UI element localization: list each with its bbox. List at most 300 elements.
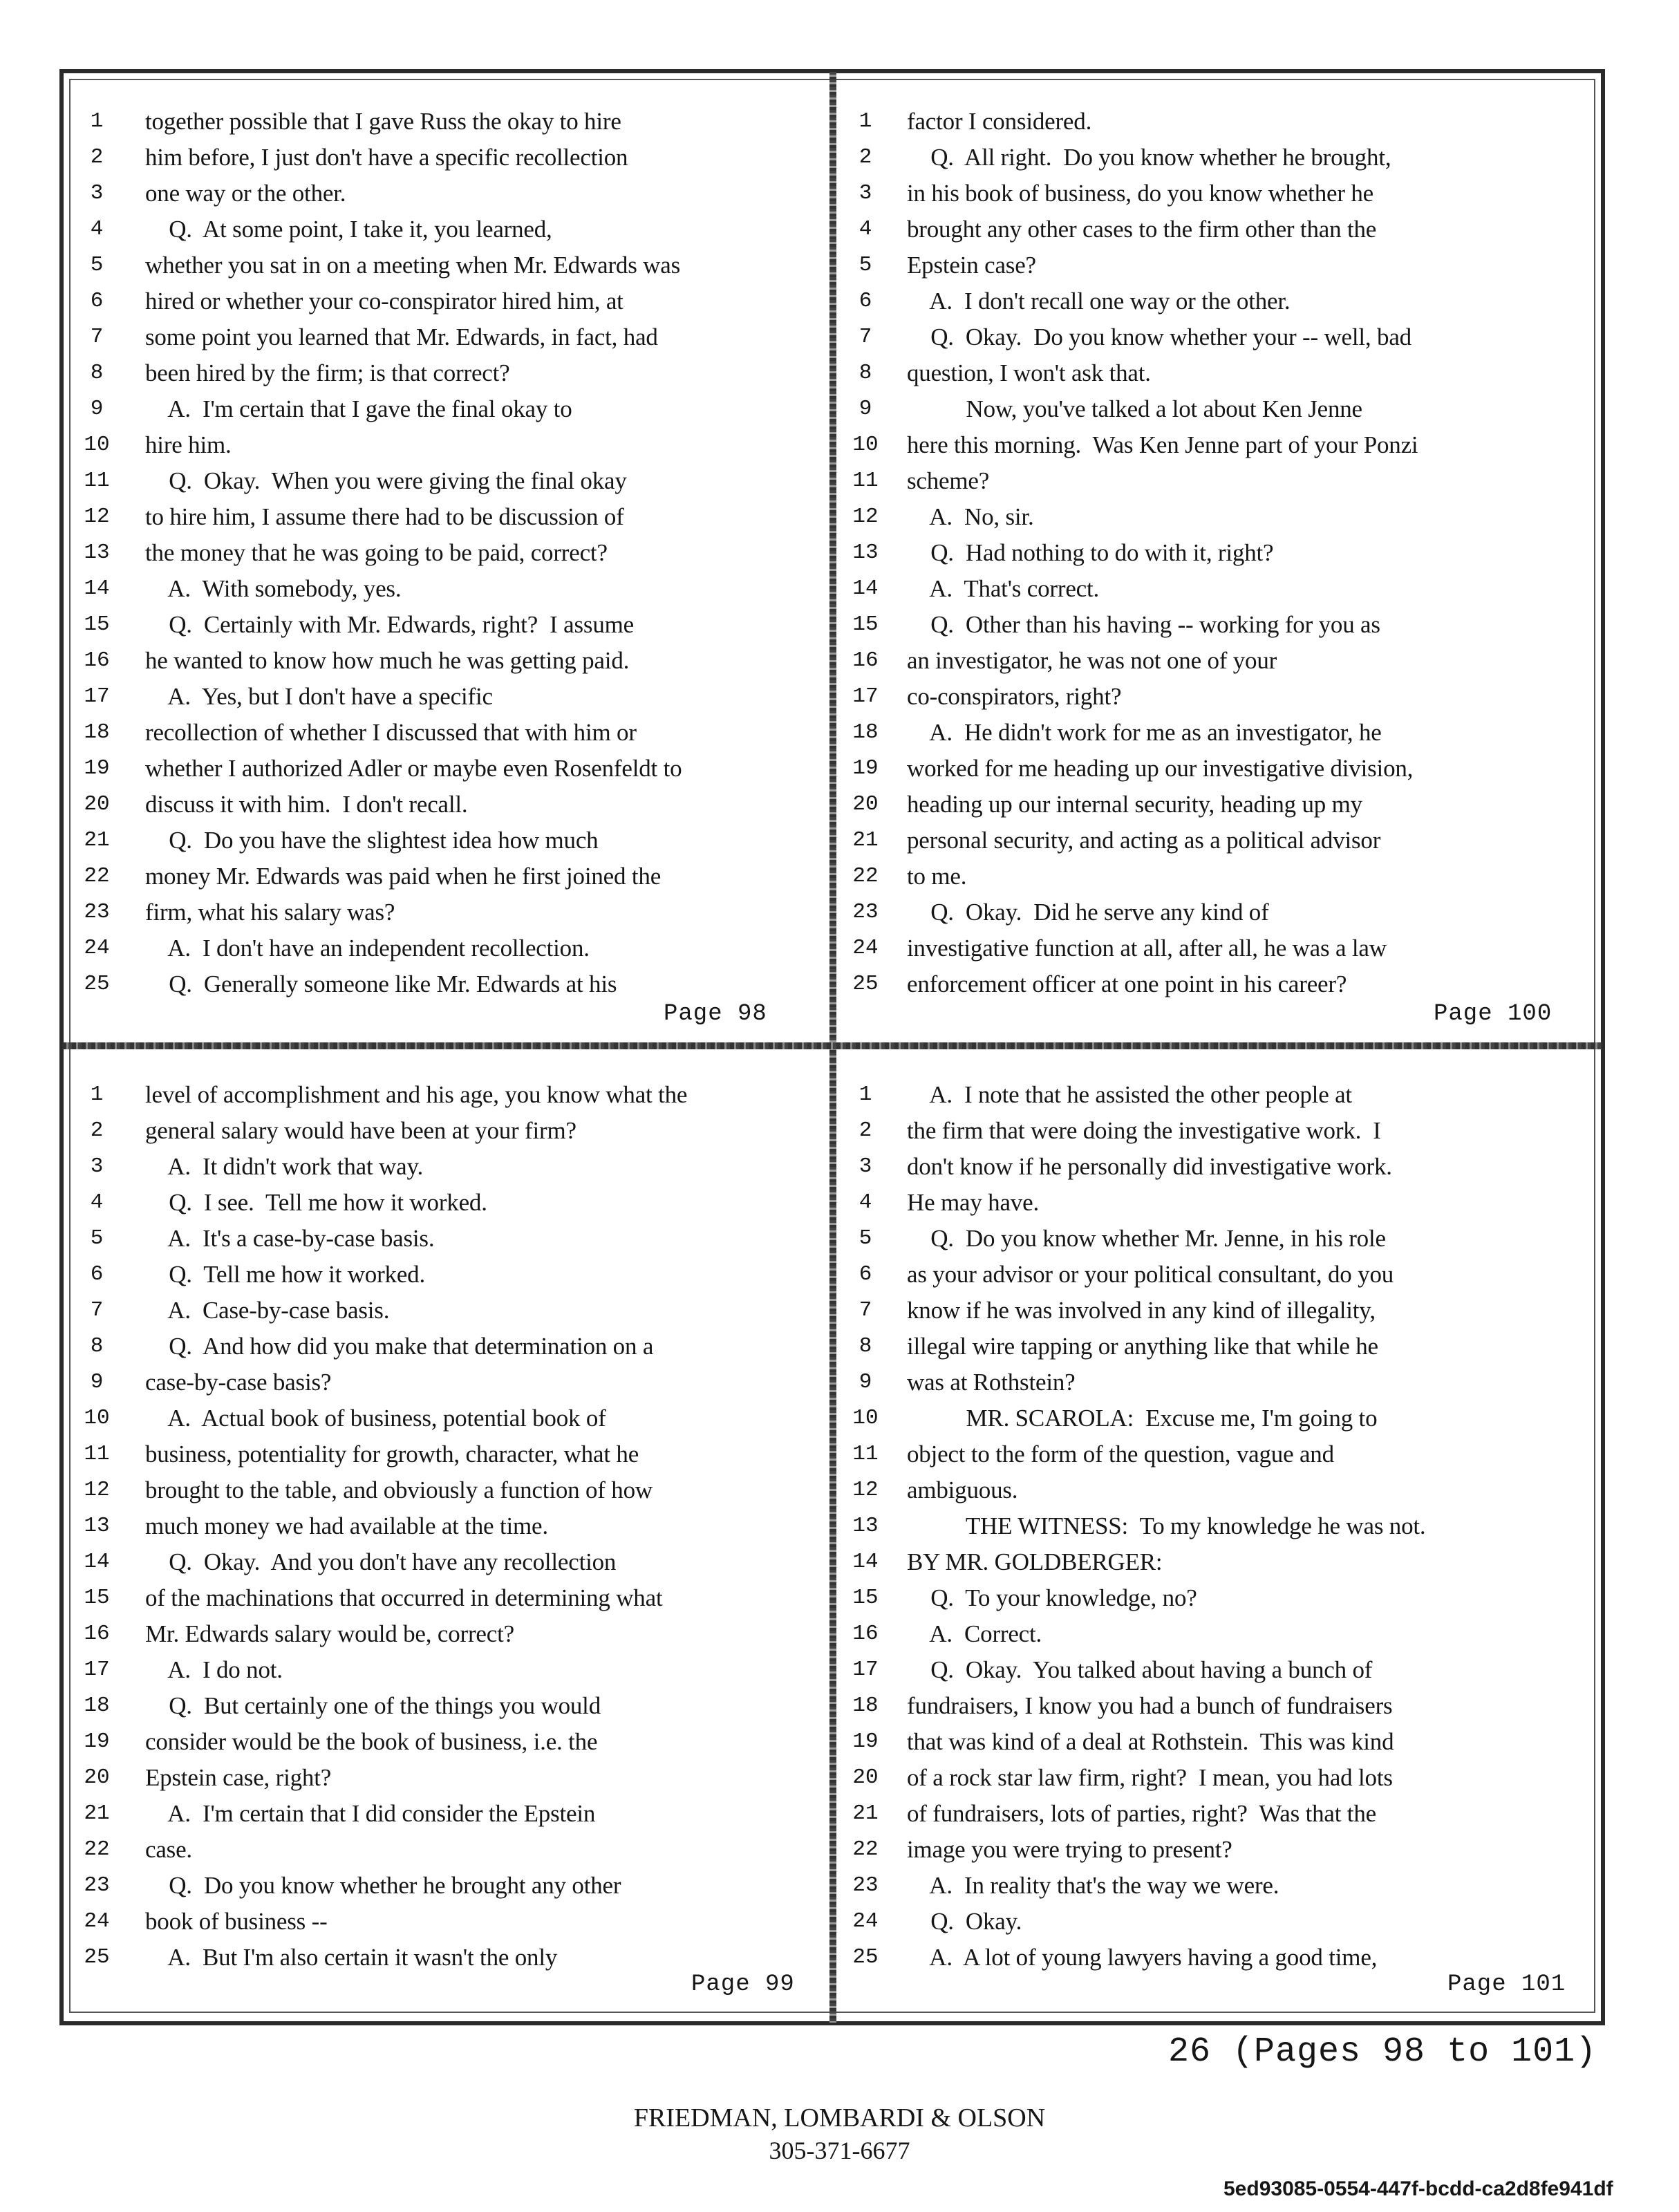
transcript-line [69,535,829,571]
transcript-line [838,535,1595,571]
transcript-line [838,1544,1595,1580]
firm-phone: 305-371-6677 [769,2137,910,2164]
line-number: 10 [852,433,879,457]
line-number: 14 [852,577,879,601]
line-text: Q. And how did you make that determination on a [145,1333,654,1360]
line-number: 18 [84,720,110,744]
line-text: Q. Tell me how it worked. [145,1261,426,1288]
line-text: A. No, sir. [907,503,1034,530]
transcript-line [69,751,829,787]
transcript-line [838,1832,1595,1868]
line-number: 25 [852,1945,879,1969]
transcript-line [69,966,829,1002]
line-number: 3 [859,1154,872,1179]
horizontal-divider [62,1042,1602,1049]
transcript-line [69,463,829,499]
line-number: 9 [90,1370,104,1394]
line-number: 2 [859,1118,872,1143]
line-number: 16 [84,1622,110,1646]
line-text: Q. Okay. When you were giving the final okay [145,467,627,494]
line-text: whether I authorized Adler or maybe even Rosenfeldt to [145,755,682,782]
line-number: 20 [84,792,110,816]
line-text: one way or the other. [145,180,346,207]
transcript-line [69,176,829,212]
line-number: 18 [852,1694,879,1718]
transcript-line [69,1472,829,1508]
transcript-line [838,1904,1595,1940]
line-text: hire him. [145,431,232,458]
line-text: Epstein case? [907,252,1036,279]
transcript-line [69,1688,829,1724]
line-number: 1 [90,1082,104,1107]
line-number: 23 [84,900,110,924]
line-text: Q. Okay. [907,1908,1022,1935]
line-number: 5 [859,253,872,277]
transcript-line [838,715,1595,751]
transcript-line [69,319,829,355]
line-text: been hired by the firm; is that correct? [145,359,510,386]
line-number: 2 [859,145,872,169]
transcript-line [69,1077,829,1113]
transcript-line [838,751,1595,787]
line-number: 19 [84,756,110,780]
transcript-line [69,643,829,679]
line-text: Epstein case, right? [145,1764,332,1791]
line-text: Q. Do you have the slightest idea how much [145,827,599,854]
line-number: 2 [90,145,104,169]
line-text: A. But I'm also certain it wasn't the only [145,1944,558,1971]
page-label-101: Page 101 [1447,1971,1566,1998]
line-text: A. With somebody, yes. [145,575,402,602]
line-number: 21 [84,828,110,852]
line-number: 25 [84,972,110,996]
transcript-line [838,247,1595,283]
line-number: 17 [852,1658,879,1682]
line-number: 13 [84,541,110,565]
line-number: 24 [852,1909,879,1933]
line-text: the firm that were doing the investigative work. I [907,1117,1381,1144]
transcript-line [838,1724,1595,1760]
transcript-line [838,140,1595,176]
line-text: the money that he was going to be paid, correct? [145,539,608,566]
transcript-line [69,104,829,140]
pages-range: 26 (Pages 98 to 101) [1168,2032,1597,2072]
firm-name: FRIEDMAN, LOMBARDI & OLSON [633,2103,1046,2133]
line-text: case-by-case basis? [145,1369,332,1396]
line-number: 17 [852,684,879,709]
line-number: 7 [859,1298,872,1322]
transcript-line [838,1149,1595,1185]
transcript-line [69,1724,829,1760]
line-text: A. I do not. [145,1656,283,1683]
transcript-line [838,1688,1595,1724]
line-number: 8 [90,361,104,385]
line-text: A. I note that he assisted the other people at [907,1081,1352,1108]
transcript-line [838,787,1595,823]
transcript-line [838,1652,1595,1688]
transcript-line [838,571,1595,607]
line-number: 16 [852,648,879,673]
line-number: 21 [852,828,879,852]
line-number: 20 [84,1765,110,1790]
line-text: personal security, and acting as a political advisor [907,827,1381,854]
line-text: that was kind of a deal at Rothstein. This was kind [907,1728,1394,1755]
transcript-line [838,1365,1595,1400]
line-number: 19 [84,1730,110,1754]
transcript-line [838,930,1595,966]
line-text: money Mr. Edwards was paid when he first joined the [145,863,662,890]
transcript-line [838,283,1595,319]
transcript-line [69,212,829,247]
line-text: co-conspirators, right? [907,683,1122,710]
transcript-line [69,1760,829,1796]
line-number: 15 [852,612,879,637]
transcript-line [838,607,1595,643]
line-text: Q. All right. Do you know whether he brought, [907,144,1391,171]
line-text: here this morning. Was Ken Jenne part of your Ponzi [907,431,1418,458]
line-number: 10 [84,433,110,457]
line-number: 6 [859,1262,872,1286]
transcript-line [69,1796,829,1832]
line-text: A. Yes, but I don't have a specific [145,683,493,710]
line-number: 3 [90,1154,104,1179]
line-text: A. I'm certain that I did consider the Epstein [145,1800,596,1827]
transcript-line [69,1940,829,1976]
line-text: A. I don't recall one way or the other. [907,288,1291,315]
transcript-line [69,391,829,427]
line-number: 14 [84,1550,110,1574]
transcript-line [838,1077,1595,1113]
line-number: 14 [852,1550,879,1574]
line-text: A. He didn't work for me as an investigator, he [907,719,1382,746]
line-number: 4 [859,1190,872,1215]
transcript-line [838,1508,1595,1544]
transcript-line [69,1185,829,1221]
transcript-line [69,283,829,319]
line-number: 11 [852,1442,879,1466]
line-text: general salary would have been at your firm? [145,1117,576,1144]
transcript-line [69,1400,829,1436]
page-label-100: Page 100 [1434,1001,1553,1027]
page-label-99: Page 99 [691,1971,795,1998]
line-text: Q. But certainly one of the things you would [145,1692,601,1719]
line-text: illegal wire tapping or anything like that while he [907,1333,1378,1360]
line-number: 8 [859,361,872,385]
line-number: 2 [90,1118,104,1143]
line-text: Now, you've talked a lot about Ken Jenne [907,395,1362,422]
line-number: 18 [852,720,879,744]
line-text: in his book of business, do you know whether he [907,180,1373,207]
transcript-page-98 [69,104,829,1002]
line-text: of a rock star law firm, right? I mean, you had lots [907,1764,1393,1791]
line-number: 13 [852,1514,879,1538]
line-text: THE WITNESS: To my knowledge he was not. [907,1512,1426,1539]
line-text: worked for me heading up our investigative division, [907,755,1414,782]
line-text: ambiguous. [907,1477,1018,1503]
line-number: 4 [90,217,104,241]
transcript-line [838,1940,1595,1976]
document-id: 5ed93085-0554-447f-bcdd-ca2d8fe941df [1223,2177,1613,2200]
line-number: 9 [859,1370,872,1394]
line-text: he wanted to know how much he was getting paid. [145,647,630,674]
transcript-line [69,930,829,966]
transcript-line [69,1832,829,1868]
line-number: 21 [84,1801,110,1826]
line-text: A. It didn't work that way. [145,1153,424,1180]
transcript-line [838,176,1595,212]
line-number: 7 [90,1298,104,1322]
line-number: 17 [84,1658,110,1682]
line-text: He may have. [907,1189,1039,1216]
line-number: 1 [859,1082,872,1107]
transcript-line [838,679,1595,715]
line-number: 23 [852,900,879,924]
transcript-line [69,679,829,715]
line-text: much money we had available at the time. [145,1512,548,1539]
transcript-line [838,355,1595,391]
transcript-line [69,894,829,930]
line-number: 6 [90,289,104,313]
line-text: Q. Okay. Did he serve any kind of [907,899,1269,926]
transcript-line [838,391,1595,427]
line-number: 12 [84,1478,110,1502]
line-text: heading up our internal security, heading up my [907,791,1362,818]
line-number: 1 [859,109,872,133]
transcript-line [69,355,829,391]
line-text: discuss it with him. I don't recall. [145,791,468,818]
line-number: 7 [859,325,872,349]
line-text: an investigator, he was not one of your [907,647,1277,674]
line-number: 16 [84,648,110,673]
line-number: 8 [859,1334,872,1358]
transcript-line [69,140,829,176]
line-text: of fundraisers, lots of parties, right? Was that the [907,1800,1376,1827]
transcript-line [838,1329,1595,1365]
line-text: A. Correct. [907,1620,1042,1647]
transcript-page-99 [69,1077,829,1976]
transcript-line [838,1400,1595,1436]
line-text: Q. Do you know whether Mr. Jenne, in his role [907,1225,1386,1252]
transcript-line [69,1580,829,1616]
line-text: whether you sat in on a meeting when Mr. Edwards was [145,252,681,279]
line-text: him before, I just don't have a specific recollection [145,144,628,171]
transcript-line [838,1257,1595,1293]
line-text: was at Rothstein? [907,1369,1076,1396]
line-text: brought any other cases to the firm other than the [907,216,1377,243]
transcript-line [838,212,1595,247]
line-number: 10 [852,1406,879,1430]
line-text: factor I considered. [907,108,1092,135]
transcript-page-100 [838,104,1595,1002]
line-text: MR. SCAROLA: Excuse me, I'm going to [907,1405,1378,1432]
line-number: 24 [84,1909,110,1933]
line-text: A. Actual book of business, potential book of [145,1405,606,1432]
line-number: 12 [852,1478,879,1502]
line-number: 23 [84,1873,110,1897]
transcript-line [69,823,829,859]
line-text: Q. I see. Tell me how it worked. [145,1189,487,1216]
line-number: 25 [84,1945,110,1969]
transcript-line [69,1257,829,1293]
transcript-line [838,1113,1595,1149]
line-number: 15 [852,1586,879,1610]
line-text: A. It's a case-by-case basis. [145,1225,435,1252]
line-number: 9 [90,397,104,421]
transcript-line [838,966,1595,1002]
transcript-line [69,1868,829,1904]
line-text: together possible that I gave Russ the okay to hire [145,108,621,135]
line-text: know if he was involved in any kind of illegality, [907,1297,1376,1324]
line-number: 6 [90,1262,104,1286]
line-text: Q. Okay. Do you know whether your -- well, bad [907,324,1411,350]
line-number: 13 [84,1514,110,1538]
line-number: 20 [852,1765,879,1790]
page-label-98: Page 98 [664,1001,767,1027]
transcript-line [69,1616,829,1652]
line-number: 17 [84,684,110,709]
line-text: A. I'm certain that I gave the final okay to [145,395,572,422]
transcript-line [69,607,829,643]
line-number: 5 [859,1226,872,1250]
line-text: to hire him, I assume there had to be discussion of [145,503,624,530]
line-text: A. I don't have an independent recollection. [145,935,590,962]
line-number: 1 [90,109,104,133]
line-text: Q. Okay. And you don't have any recollection [145,1548,617,1575]
line-text: fundraisers, I know you had a bunch of fundraisers [907,1692,1393,1719]
transcript-line [838,643,1595,679]
line-number: 21 [852,1801,879,1826]
line-number: 11 [84,469,110,493]
line-text: investigative function at all, after all, he was a law [907,935,1387,962]
line-text: Q. At some point, I take it, you learned, [145,216,552,243]
transcript-page-101 [838,1077,1595,1976]
transcript-line [838,859,1595,894]
line-text: Q. Had nothing to do with it, right? [907,539,1274,566]
line-text: book of business -- [145,1908,328,1935]
transcript-line [69,247,829,283]
line-number: 22 [84,1837,110,1862]
line-text: to me. [907,863,967,890]
transcript-line [838,499,1595,535]
line-text: hired or whether your co-conspirator hired him, at [145,288,623,315]
line-text: enforcement officer at one point in his career? [907,971,1347,997]
transcript-line [838,319,1595,355]
transcript-line [69,1293,829,1329]
line-number: 22 [852,1837,879,1862]
transcript-line [69,1221,829,1257]
transcript-line [838,104,1595,140]
line-text: some point you learned that Mr. Edwards, in fact, had [145,324,658,350]
transcript-line [838,1868,1595,1904]
transcript-line [69,1365,829,1400]
line-text: Q. Certainly with Mr. Edwards, right? I assume [145,611,634,638]
transcript-line [838,823,1595,859]
transcript-line [838,1760,1595,1796]
line-text: scheme? [907,467,990,494]
line-text: level of accomplishment and his age, you know what the [145,1081,688,1108]
line-text: business, potentiality for growth, character, what he [145,1441,639,1468]
line-text: recollection of whether I discussed that with him or [145,719,637,746]
line-number: 14 [84,577,110,601]
line-number: 7 [90,325,104,349]
transcript-line [838,894,1595,930]
transcript-line [69,1149,829,1185]
transcript-line [69,859,829,894]
transcript-line [838,1185,1595,1221]
line-number: 12 [852,505,879,529]
line-text: Q. To your knowledge, no? [907,1584,1197,1611]
line-number: 10 [84,1406,110,1430]
line-number: 3 [859,181,872,205]
line-text: firm, what his salary was? [145,899,395,926]
line-text: Q. Other than his having -- working for you as [907,611,1380,638]
transcript-line [69,1436,829,1472]
transcript-line [69,499,829,535]
line-number: 4 [859,217,872,241]
line-text: Q. Do you know whether he brought any other [145,1872,621,1899]
line-number: 15 [84,1586,110,1610]
line-number: 9 [859,397,872,421]
line-number: 19 [852,756,879,780]
line-number: 5 [90,253,104,277]
transcript-line [838,463,1595,499]
line-text: question, I won't ask that. [907,359,1151,386]
line-number: 4 [90,1190,104,1215]
transcript-line [838,1472,1595,1508]
transcript-line [69,1508,829,1544]
transcript-line [838,427,1595,463]
line-number: 22 [852,864,879,888]
line-number: 15 [84,612,110,637]
line-number: 25 [852,972,879,996]
line-text: case. [145,1836,192,1863]
transcript-line [69,571,829,607]
line-text: A. That's correct. [907,575,1100,602]
line-number: 24 [84,936,110,960]
transcript-line [838,1221,1595,1257]
line-number: 12 [84,505,110,529]
line-text: as your advisor or your political consultant, do you [907,1261,1394,1288]
line-number: 19 [852,1730,879,1754]
transcript-line [69,787,829,823]
line-text: Q. Generally someone like Mr. Edwards at his [145,971,617,997]
transcript-line [69,1544,829,1580]
line-text: don't know if he personally did investigative work. [907,1153,1392,1180]
line-number: 16 [852,1622,879,1646]
line-number: 5 [90,1226,104,1250]
transcript-line [838,1796,1595,1832]
line-text: brought to the table, and obviously a function of how [145,1477,653,1503]
transcript-line [838,1616,1595,1652]
line-number: 20 [852,792,879,816]
line-text: A. A lot of young lawyers having a good time, [907,1944,1378,1971]
line-text: consider would be the book of business, i.e. the [145,1728,598,1755]
transcript-line [69,1904,829,1940]
line-number: 13 [852,541,879,565]
line-number: 6 [859,289,872,313]
transcript-line [69,1113,829,1149]
line-number: 11 [852,469,879,493]
line-number: 11 [84,1442,110,1466]
line-text: image you were trying to present? [907,1836,1232,1863]
line-text: A. In reality that's the way we were. [907,1872,1279,1899]
transcript-line [838,1293,1595,1329]
line-text: BY MR. GOLDBERGER: [907,1548,1163,1575]
line-number: 24 [852,936,879,960]
transcript-line [69,1329,829,1365]
line-text: A. Case-by-case basis. [145,1297,390,1324]
line-text: Q. Okay. You talked about having a bunch of [907,1656,1373,1683]
